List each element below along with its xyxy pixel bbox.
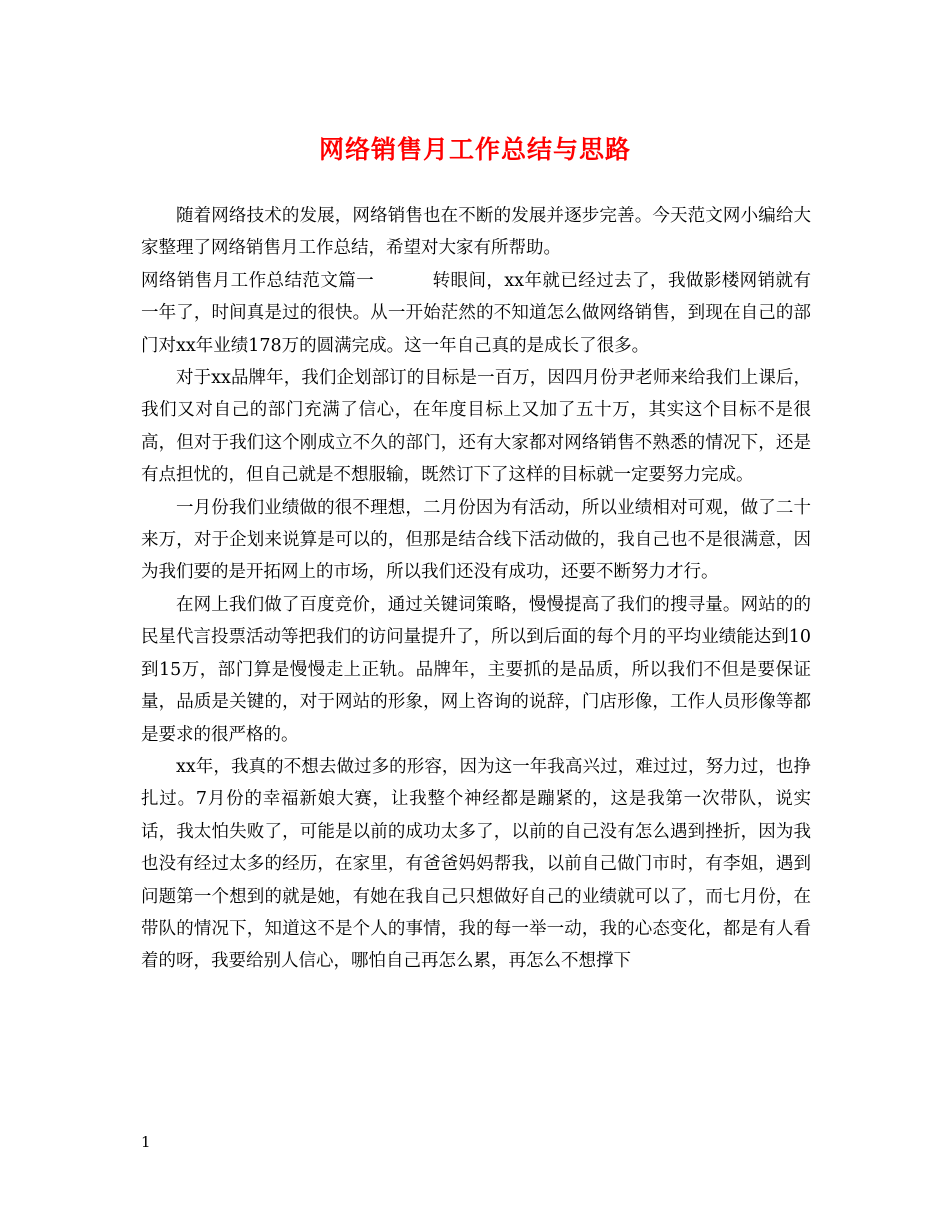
sample-first-paragraph-block [141, 265, 811, 362]
body-paragraph: 对于xx品牌年，我们企划部订的目标是一百万，因四月份尹老师来给我们上课后，我们又对自己的部门充满了信心，在年度目标上又加了五十万，其实这个目标不是很高，但对于我们这个刚成立不久的部门，还有大家都对网络销售不熟悉的情况下，还是有点担忧的，但自己就是不想服输，既然订下了这样的目标就一定要努力完成。 [141, 368, 811, 486]
sample-heading: 网络销售月工作总结范文篇一 [141, 270, 375, 291]
sample-first-paragraph: 转眼间，xx年就已经过去了，我做影楼网销就有一年了，时间真是过的很快。从一开始茫然的不知道怎么做网络销售，到现在自己的部门对xx年业绩178万的圆满完成。这一年自己真的是成长了很多。 [141, 270, 811, 356]
body-paragraph: 一月份我们业绩做的很不理想，二月份因为有活动，所以业绩相对可观，做了二十来万，对于企划来说算是可以的，但那是结合线下活动做的，我自己也不是很满意，因为我们要的是开拓网上的市场，所以我们还没有成功，还要不断努力才行。 [141, 497, 811, 583]
body-paragraph: xx年，我真的不想去做过多的形容，因为这一年我高兴过，难过过，努力过，也挣扎过。7月份的幸福新娘大赛，让我整个神经都是蹦紧的，这是我第一次带队，说实话，我太怕失败了，可能是以前的成功太多了，以前的自己没有怎么遇到挫折，因为我也没有经过太多的经历，在家里，有爸爸妈妈帮我，以前自己做门市时，有李姐，遇到问题第一个想到的就是她，有她在我自己只想做好自己的业绩就可以了，而七月份，在带队的情况下，知道这不是个人的事情，我的每一举一动，我的心态变化，都是有人看着的呀，我要给别人信心，哪怕自己再怎么累，再怎么不想撑下 [141, 756, 811, 972]
intro-paragraph: 随着网络技术的发展，网络销售也在不断的发展并逐步完善。今天范文网小编给大家整理了网络销售月工作总结，希望对大家有所帮助。 [141, 206, 811, 259]
page-number: 1 [141, 1133, 151, 1151]
body-paragraph: 在网上我们做了百度竞价，通过关键词策略，慢慢提高了我们的搜寻量。网站的的民星代言投票活动等把我们的访问量提升了，所以到后面的每个月的平均业绩能达到10到15万，部门算是慢慢走上正轨。品牌年，主要抓的是品质，所以我们不但是要保证量，品质是关键的，对于网站的形象，网上咨询的说辞，门店形像，工作人员形像等都是要求的很严格的。 [141, 594, 811, 745]
document-title: 网络销售月工作总结与思路 [318, 135, 631, 164]
document-body [141, 200, 811, 978]
